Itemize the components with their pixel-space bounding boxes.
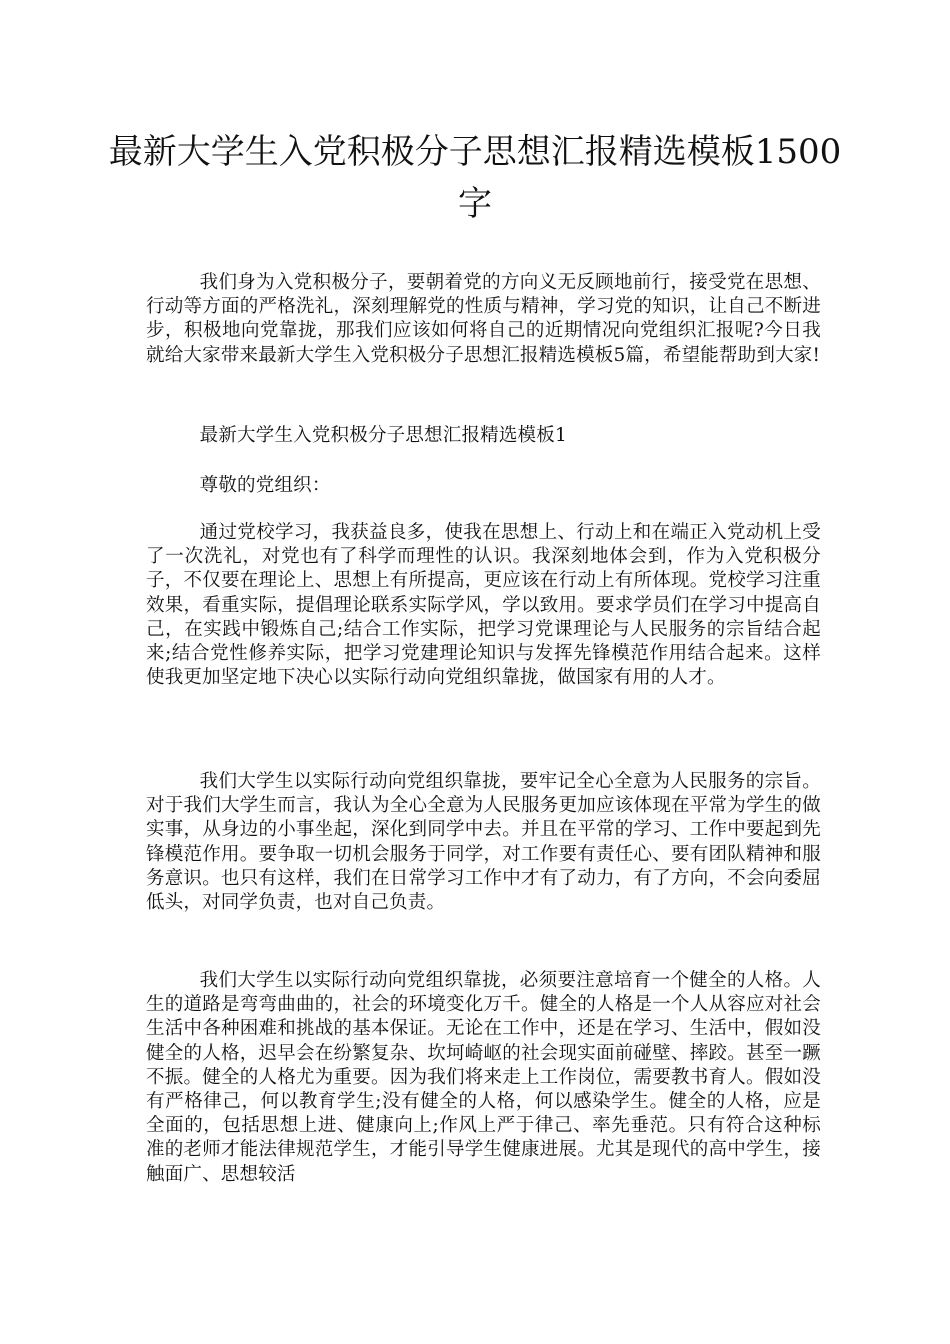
intro-paragraph: 我们身为入党积极分子，要朝着党的方向义无反顾地前行，接受党在思想、行动等方面的严格洗礼，深刻理解党的性质与精神，学习党的知识，让自己不断进步，积极地向党靠拢，那我们应该如何将自己的近期情况向党组织汇报呢?今日我就给大家带来最新大学生入党积极分子思想汇报精选模板5篇，希望能帮助到大家! (146, 272, 821, 366)
document-title: 最新大学生入党积极分子思想汇报精选模板1500字 (108, 132, 842, 224)
section-heading: 最新大学生入党积极分子思想汇报精选模板1 (199, 425, 567, 446)
salutation: 尊敬的党组织： (199, 475, 331, 496)
body-paragraph-2: 我们大学生以实际行动向党组织靠拢，要牢记全心全意为人民服务的宗旨。对于我们大学生而言，我认为全心全意为人民服务更加应该体现在平常为学生的做实事，从身边的小事坐起，深化到同学中去。并且在平常的学习、工作中要起到先锋模范作用。要争取一切机会服务于同学，对工作要有责任心、要有团队精神和服务意识。也只有这样，我们在日常学习工作中才有了动力，有了方向，不会向委屈低头，对同学负责，也对自己负责。 (146, 771, 821, 914)
body-paragraph-1: 通过党校学习，我获益良多，使我在思想上、行动上和在端正入党动机上受了一次洗礼，对党也有了科学而理性的认识。我深刻地体会到，作为入党积极分子，不仅要在理论上、思想上有所提高，更应该在行动上有所体现。党校学习注重效果，看重实际，提倡理论联系实际学风，学以致用。要求学员们在学习中提高自己，在实践中锻炼自己;结合工作实际，把学习党课理论与人民服务的宗旨结合起来;结合党性修养实际，把学习党建理论知识与发挥先锋模范作用结合起来。这样使我更加坚定地下决心以实际行动向党组织靠拢，做国家有用的人才。 (146, 522, 821, 689)
body-paragraph-3: 我们大学生以实际行动向党组织靠拢，必须要注意培育一个健全的人格。人生的道路是弯弯曲曲的，社会的环境变化万千。健全的人格是一个人从容应对社会生活中各种困难和挑战的基本保证。无论在工作中，还是在学习、生活中，假如没健全的人格，迟早会在纷繁复杂、坎坷崎岖的社会现实面前碰壁、摔跤。甚至一蹶不振。健全的人格尤为重要。因为我们将来走上工作岗位，需要教书育人。假如没有严格律己，何以教育学生;没有健全的人格，何以感染学生。健全的人格，应是全面的，包括思想上进、健康向上;作风上严于律己、率先垂范。只有符合这种标准的老师才能法律规范学生，才能引导学生健康进展。尤其是现代的高中学生，接触面广、思想较活 (146, 970, 821, 1185)
